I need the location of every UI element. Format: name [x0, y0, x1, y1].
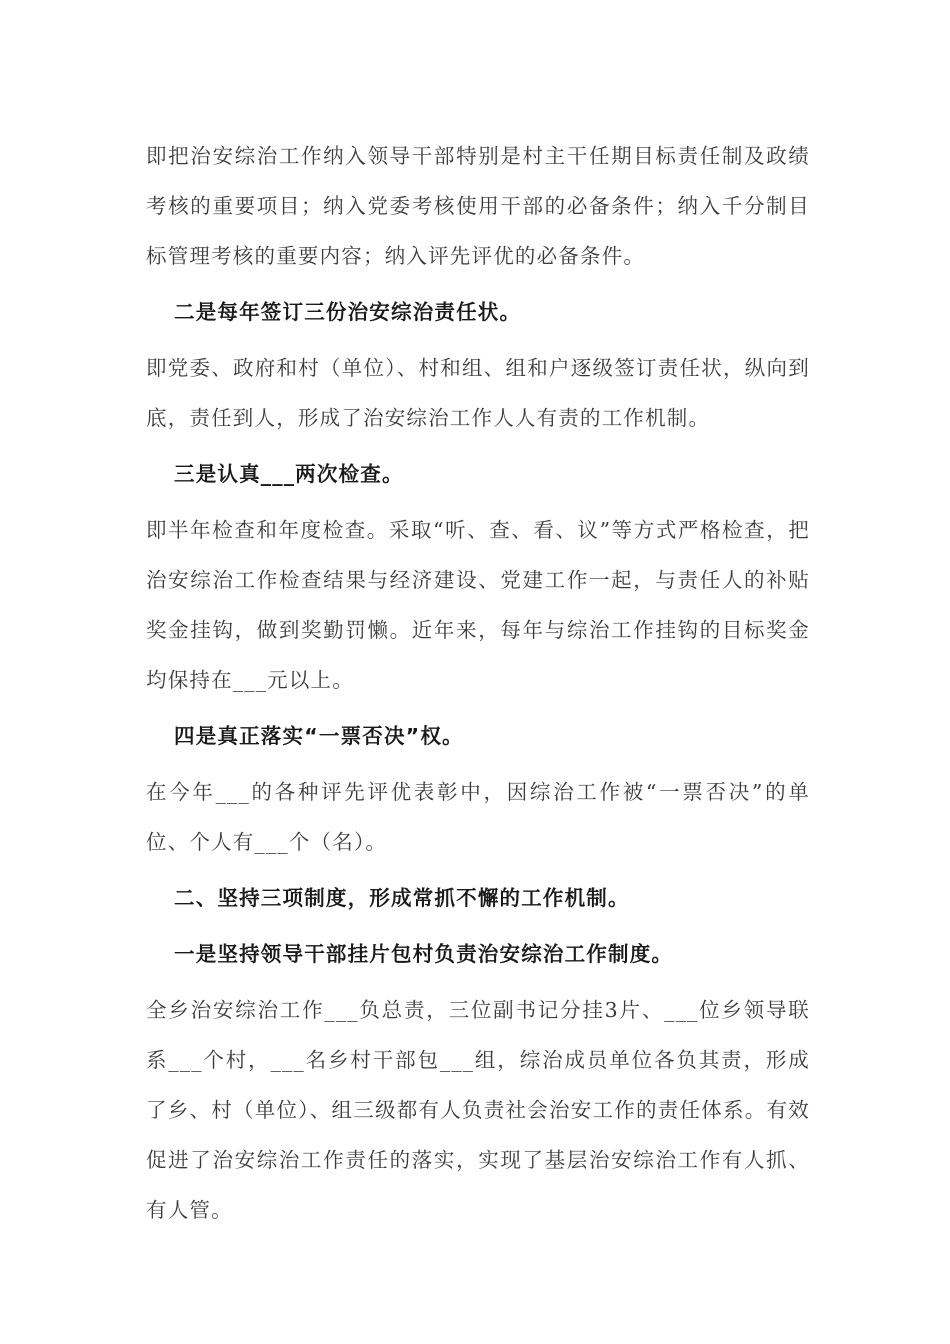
heading-veto-power: 四是真正落实“一票否决”权。 — [174, 724, 464, 748]
paragraph-responsibility-letters: 即党委、政府和村（单位）、村和组、组和户逐级签订责任状，纵向到底，责任到人，形成了治安综治工作人人有责的工作机制。 — [146, 356, 810, 430]
paragraph-inspections: 即半年检查和年度检查。采取“听、查、看、议”等方式严格检查，把治安综治工作检查结果与经济建设、党建工作一起，与责任人的补贴奖金挂钩，做到奖勤罚懒。近年来，每年与综治工作挂钩的目标奖金均保持在___元以上。 — [146, 518, 810, 692]
heading-two-inspections: 三是认真___两次检查。 — [174, 462, 404, 486]
heading-three-systems: 二、坚持三项制度，形成常抓不懈的工作机制。 — [174, 886, 630, 910]
paragraph-responsibility-inclusion: 即把治安综治工作纳入领导干部特别是村主干任期目标责任制及政绩考核的重要项目；纳入党委考核使用干部的必备条件；纳入千分制目标管理考核的重要内容；纳入评先评优的必备条件。 — [146, 144, 810, 268]
heading-sign-responsibility-letters: 二是每年签订三份治安综治责任状。 — [174, 300, 522, 324]
heading-leader-village-system: 一是坚持领导干部挂片包村负责治安综治工作制度。 — [174, 942, 674, 966]
paragraph-leader-village-system: 全乡治安综治工作___负总责，三位副书记分挂3片、___位乡领导联系___个村，___名乡村干部包___组，综治成员单位各负其责，形成了乡、村（单位）、组三级都有人负责社会治安工作的责任体系。有效促进了治安综治工作责任的落实，实现了基层治安综治工作有人抓、有人管。 — [146, 998, 810, 1222]
paragraph-veto: 在今年___的各种评先评优表彰中，因综治工作被“一票否决”的单位、个人有___个（名）。 — [146, 780, 810, 854]
document-body — [146, 131, 810, 1241]
